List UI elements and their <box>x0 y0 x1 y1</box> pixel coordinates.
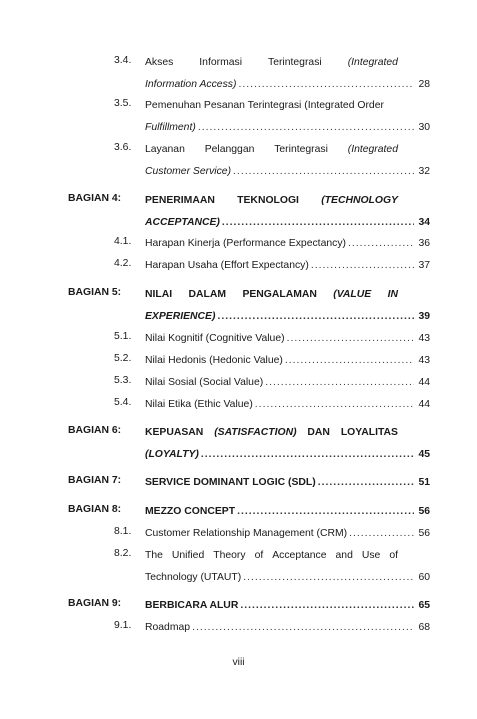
entry-title <box>145 258 430 280</box>
word: TEKNOLOGI <box>237 195 299 206</box>
entry-number: 8.1. <box>114 526 132 537</box>
part-title-line1 <box>145 425 398 447</box>
part-number: BAGIAN 6: <box>68 425 122 436</box>
entry-number: 4.2. <box>114 258 132 269</box>
entry-title-end: Customer Service) <box>145 166 232 177</box>
page-number: 36 <box>418 238 430 249</box>
dot-leader <box>265 375 414 391</box>
entry-number: 5.3. <box>114 375 132 386</box>
dot-leader <box>222 215 414 231</box>
word: PENERIMAAN <box>145 195 215 206</box>
entry-number: 8.2. <box>114 548 132 559</box>
entry-number: 9.1. <box>114 620 132 631</box>
page-number: 56 <box>418 528 430 539</box>
dot-leader <box>311 258 414 274</box>
word: NILAI <box>145 289 173 300</box>
part-title <box>145 475 430 497</box>
entry-number: 3.4. <box>114 55 132 66</box>
dot-leader <box>318 475 414 491</box>
entry-title <box>145 375 430 397</box>
page-footer-number: viii <box>232 657 245 668</box>
word: The <box>145 550 163 561</box>
dot-leader <box>217 309 414 325</box>
word: Terintegrasi <box>268 57 322 68</box>
part-number: BAGIAN 5: <box>68 287 122 298</box>
entry-title-line2 <box>145 120 430 142</box>
part-title <box>145 598 430 620</box>
dot-leader <box>198 120 414 136</box>
page-number: 44 <box>418 399 430 410</box>
entry-number: 3.6. <box>114 142 132 153</box>
part-number: BAGIAN 9: <box>68 598 122 609</box>
page-number: 68 <box>418 622 430 633</box>
dot-leader <box>192 620 414 636</box>
part-number: BAGIAN 7: <box>68 475 122 486</box>
part-number: BAGIAN 8: <box>68 504 122 515</box>
word: DALAM <box>188 289 227 300</box>
word: Theory <box>213 550 246 561</box>
word: Use <box>361 550 381 561</box>
dot-leader <box>201 447 414 463</box>
page-number: 28 <box>418 79 430 90</box>
word: (Integrated <box>347 144 398 155</box>
entry-title-line2 <box>145 164 430 186</box>
entry-title-line2 <box>145 570 430 592</box>
word: KEPUASAN <box>145 427 204 438</box>
part-title-text: BERBICARA ALUR <box>145 600 239 611</box>
word: of <box>389 550 398 561</box>
page-number: 51 <box>418 477 430 488</box>
page-number: 39 <box>418 311 430 322</box>
entry-title <box>145 526 430 548</box>
entry-number: 5.1. <box>114 331 132 342</box>
dot-leader <box>237 504 414 520</box>
dot-leader <box>348 236 414 252</box>
part-title-end: (LOYALTY) <box>145 449 199 460</box>
entry-title-text: Nilai Etika (Ethic Value) <box>145 399 253 410</box>
word: (VALUE <box>333 289 372 300</box>
entry-number: 5.2. <box>114 353 132 364</box>
page-number: 56 <box>418 506 430 517</box>
page-number: 43 <box>418 333 430 344</box>
part-title-text: SERVICE DOMINANT LOGIC (SDL) <box>145 477 316 488</box>
entry-title-end: Technology (UTAUT) <box>145 572 242 583</box>
word: Akses <box>145 57 174 68</box>
page-number: 60 <box>418 572 430 583</box>
entry-title-line1 <box>145 55 398 77</box>
dot-leader <box>287 331 414 347</box>
entry-title-text: Nilai Kognitif (Cognitive Value) <box>145 333 285 344</box>
entry-title-line1 <box>145 548 398 570</box>
word: PENGALAMAN <box>242 289 317 300</box>
part-title-line1 <box>145 287 398 309</box>
entry-title-line1: Pemenuhan Pesanan Terintegrasi (Integrated Order <box>145 100 384 111</box>
entry-title-text: Harapan Usaha (Effort Expectancy) <box>145 260 309 271</box>
entry-title <box>145 620 430 642</box>
word: and <box>335 550 353 561</box>
part-title-line2 <box>145 215 430 237</box>
entry-title <box>145 353 430 375</box>
dot-leader <box>238 77 414 93</box>
entry-title-text: Customer Relationship Management (CRM) <box>145 528 348 539</box>
dot-leader <box>240 598 414 614</box>
word: DAN <box>307 427 330 438</box>
entry-number: 4.1. <box>114 236 132 247</box>
entry-title <box>145 236 430 258</box>
word: LOYALITAS <box>340 427 398 438</box>
page-number: 45 <box>418 449 430 460</box>
word: (Integrated <box>347 57 398 68</box>
entry-title-line1 <box>145 142 398 164</box>
entry-title-text: Harapan Kinerja (Performance Expectancy) <box>145 238 346 249</box>
part-title-text: MEZZO CONCEPT <box>145 506 236 517</box>
entry-number: 5.4. <box>114 397 132 408</box>
entry-title-end: Information Access) <box>145 79 237 90</box>
part-title-line1 <box>145 193 398 215</box>
entry-title-end: Fulfillment) <box>145 122 196 133</box>
entry-title <box>145 397 430 419</box>
part-number: BAGIAN 4: <box>68 193 122 204</box>
dot-leader <box>349 526 414 542</box>
part-title <box>145 504 430 526</box>
dot-leader <box>233 164 414 180</box>
page-number: 65 <box>418 600 430 611</box>
page-number: 37 <box>418 260 430 271</box>
word: (TECHNOLOGY <box>321 195 398 206</box>
page-number: 30 <box>418 122 430 133</box>
part-title-line2 <box>145 309 430 331</box>
entry-title <box>145 331 430 353</box>
dot-leader <box>285 353 414 369</box>
word: IN <box>387 289 398 300</box>
page-number: 34 <box>418 217 430 228</box>
page-number: 32 <box>418 166 430 177</box>
word: Informasi <box>199 57 243 68</box>
dot-leader <box>243 570 414 586</box>
entry-title-text: Nilai Sosial (Social Value) <box>145 377 264 388</box>
word: (SATISFACTION) <box>214 427 297 438</box>
part-title-line2 <box>145 447 430 469</box>
part-title-end: EXPERIENCE) <box>145 311 216 322</box>
entry-title-line2 <box>145 77 430 99</box>
entry-title-text: Roadmap <box>145 622 191 633</box>
page-number: 43 <box>418 355 430 366</box>
entry-title-text: Nilai Hedonis (Hedonic Value) <box>145 355 283 366</box>
word: of <box>254 550 264 561</box>
word: Pelanggan <box>204 144 255 155</box>
part-title-end: ACCEPTANCE) <box>145 217 220 228</box>
entry-number: 3.5. <box>114 98 132 109</box>
page-number: 44 <box>418 377 430 388</box>
word: Unified <box>171 550 205 561</box>
word: Acceptance <box>272 550 327 561</box>
word: Terintegrasi <box>274 144 328 155</box>
dot-leader <box>255 397 414 413</box>
word: Layanan <box>145 144 185 155</box>
